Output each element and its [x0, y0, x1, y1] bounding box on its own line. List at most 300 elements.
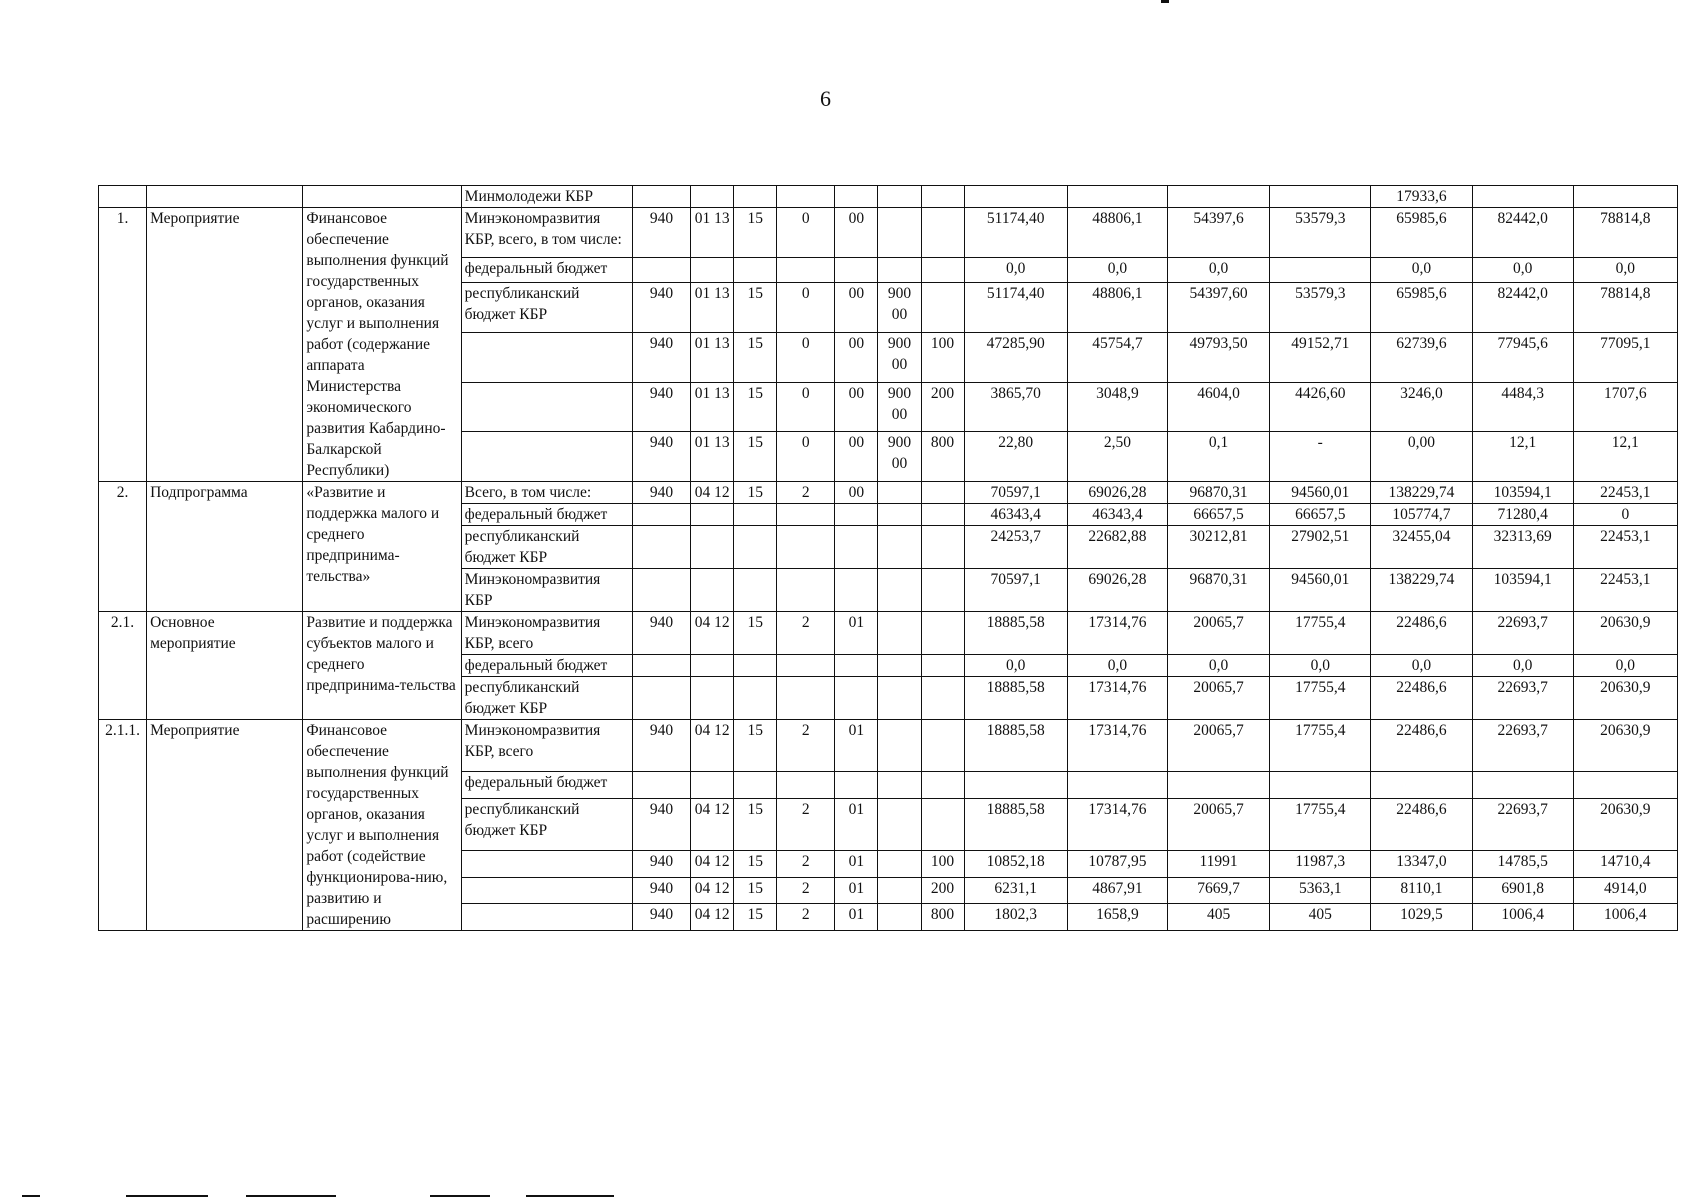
footer-line — [22, 1195, 40, 1197]
value-cell: 138229,74 — [1371, 569, 1472, 612]
subprogram-code — [777, 677, 835, 720]
value-cell: 49152,71 — [1270, 332, 1371, 382]
event-code — [835, 772, 878, 799]
expense-type-code — [921, 612, 964, 655]
value-cell: 17755,4 — [1270, 612, 1371, 655]
direction-code — [878, 257, 921, 282]
direction-code — [878, 208, 921, 258]
value-cell: 22682,88 — [1067, 526, 1167, 569]
grbs-code: 940 — [632, 482, 690, 504]
value-cell: 10852,18 — [964, 850, 1067, 877]
value-cell: 18885,58 — [964, 612, 1067, 655]
rzpr-code — [691, 677, 734, 720]
value-cell: 8110,1 — [1371, 877, 1472, 904]
event-code: 00 — [835, 283, 878, 333]
footer-line — [126, 1195, 208, 1197]
value-cell: 4484,3 — [1472, 382, 1573, 432]
direction-code: 900 00 — [878, 283, 921, 333]
value-cell: 22453,1 — [1573, 482, 1677, 504]
event-code: 01 — [835, 798, 878, 850]
program-code — [734, 569, 777, 612]
value-cell: 32313,69 — [1472, 526, 1573, 569]
value-cell: 18885,58 — [964, 677, 1067, 720]
funding-source: Минэкономразвития КБР, всего, в том числе: — [461, 208, 632, 258]
value-cell: 1707,6 — [1573, 382, 1677, 432]
value-cell: 54397,6 — [1167, 208, 1269, 258]
value-cell: 20065,7 — [1167, 720, 1269, 772]
rzpr-code: 01 13 — [691, 208, 734, 258]
value-cell: 17314,76 — [1067, 798, 1167, 850]
program-code: 15 — [734, 208, 777, 258]
value-cell — [964, 772, 1067, 799]
value-cell: 51174,40 — [964, 283, 1067, 333]
value-cell: 82442,0 — [1472, 283, 1573, 333]
expense-type-code — [921, 257, 964, 282]
value-cell: 0,0 — [1167, 655, 1269, 677]
expense-type-code — [921, 720, 964, 772]
expense-type-code — [921, 504, 964, 526]
program-code: 15 — [734, 482, 777, 504]
value-cell: 17933,6 — [1371, 186, 1472, 208]
funding-source: федеральный бюджет — [461, 257, 632, 282]
subprogram-code: 0 — [777, 208, 835, 258]
funding-source: республиканский бюджет КБР — [461, 677, 632, 720]
value-cell: 17755,4 — [1270, 720, 1371, 772]
value-cell: 11991 — [1167, 850, 1269, 877]
value-cell: 22693,7 — [1472, 798, 1573, 850]
expense-type-code — [921, 482, 964, 504]
expense-type-code: 800 — [921, 432, 964, 482]
table-row — [99, 208, 1678, 258]
value-cell: 70597,1 — [964, 569, 1067, 612]
program-code: 15 — [734, 432, 777, 482]
value-cell: 17755,4 — [1270, 798, 1371, 850]
value-cell: 77945,6 — [1472, 332, 1573, 382]
expense-type-code: 200 — [921, 877, 964, 904]
row-type: Мероприятие — [147, 720, 303, 931]
funding-source: республиканский бюджет КБР — [461, 526, 632, 569]
row-number: 2.1.1. — [99, 720, 147, 931]
grbs-code: 940 — [632, 382, 690, 432]
value-cell: 69026,28 — [1067, 482, 1167, 504]
value-cell: 48806,1 — [1067, 283, 1167, 333]
value-cell: 17314,76 — [1067, 677, 1167, 720]
subprogram-code: 2 — [777, 482, 835, 504]
value-cell: 1802,3 — [964, 904, 1067, 931]
value-cell: 4914,0 — [1573, 877, 1677, 904]
rzpr-code: 01 13 — [691, 332, 734, 382]
program-code: 15 — [734, 382, 777, 432]
row-name: Финансовое обеспечение выполнения функций государственных органов, оказания услуг и выполнения работ (содействие функционирова-нию, развитию и расширению — [303, 720, 461, 931]
value-cell: 103594,1 — [1472, 482, 1573, 504]
grbs-code — [632, 677, 690, 720]
grbs-code — [632, 257, 690, 282]
value-cell: 20065,7 — [1167, 677, 1269, 720]
value-cell: 70597,1 — [964, 482, 1067, 504]
subprogram-code: 2 — [777, 877, 835, 904]
rzpr-code: 04 12 — [691, 798, 734, 850]
rzpr-code — [691, 526, 734, 569]
value-cell: 0,0 — [964, 257, 1067, 282]
row-number: 2. — [99, 482, 147, 612]
rzpr-code — [691, 655, 734, 677]
value-cell: 78814,8 — [1573, 283, 1677, 333]
grbs-code — [632, 504, 690, 526]
direction-code — [878, 677, 921, 720]
value-cell: 0,0 — [1167, 257, 1269, 282]
subprogram-code: 2 — [777, 904, 835, 931]
value-cell: 1658,9 — [1067, 904, 1167, 931]
program-code: 15 — [734, 877, 777, 904]
row-type: Основное мероприятие — [147, 612, 303, 720]
value-cell: 22486,6 — [1371, 720, 1472, 772]
funding-source: республиканский бюджет КБР — [461, 798, 632, 850]
subprogram-code — [777, 257, 835, 282]
value-cell: 53579,3 — [1270, 208, 1371, 258]
grbs-code: 940 — [632, 720, 690, 772]
subprogram-code: 2 — [777, 720, 835, 772]
value-cell: 49793,50 — [1167, 332, 1269, 382]
value-cell: 20630,9 — [1573, 612, 1677, 655]
funding-source: Минэкономразвития КБР — [461, 569, 632, 612]
value-cell: 103594,1 — [1472, 569, 1573, 612]
funding-source — [461, 432, 632, 482]
value-cell: 45754,7 — [1067, 332, 1167, 382]
table-row — [99, 612, 1678, 655]
rzpr-code: 04 12 — [691, 850, 734, 877]
value-cell: 22453,1 — [1573, 569, 1677, 612]
rzpr-code — [691, 504, 734, 526]
event-code: 01 — [835, 612, 878, 655]
event-code — [835, 504, 878, 526]
program-code: 15 — [734, 720, 777, 772]
expense-type-code: 200 — [921, 382, 964, 432]
subprogram-code — [777, 772, 835, 799]
value-cell: 20630,9 — [1573, 677, 1677, 720]
event-code: 01 — [835, 877, 878, 904]
value-cell: 20065,7 — [1167, 612, 1269, 655]
direction-code — [878, 655, 921, 677]
grbs-code — [632, 526, 690, 569]
value-cell: 0,0 — [1371, 257, 1472, 282]
value-cell: 22486,6 — [1371, 677, 1472, 720]
value-cell: 405 — [1270, 904, 1371, 931]
value-cell: 54397,60 — [1167, 283, 1269, 333]
event-code — [835, 655, 878, 677]
event-code: 00 — [835, 432, 878, 482]
program-code — [734, 655, 777, 677]
value-cell: 22693,7 — [1472, 677, 1573, 720]
value-cell: 94560,01 — [1270, 482, 1371, 504]
expense-type-code — [921, 677, 964, 720]
grbs-code: 940 — [632, 208, 690, 258]
rzpr-code — [691, 257, 734, 282]
value-cell — [1167, 772, 1269, 799]
rzpr-code: 01 13 — [691, 283, 734, 333]
value-cell: 138229,74 — [1371, 482, 1472, 504]
funding-source: федеральный бюджет — [461, 504, 632, 526]
direction-code — [878, 772, 921, 799]
rzpr-code: 01 13 — [691, 432, 734, 482]
value-cell: 65985,6 — [1371, 208, 1472, 258]
value-cell: 0 — [1573, 504, 1677, 526]
value-cell — [1573, 772, 1677, 799]
value-cell: 4426,60 — [1270, 382, 1371, 432]
rzpr-code: 04 12 — [691, 720, 734, 772]
value-cell: 12,1 — [1472, 432, 1573, 482]
subprogram-code — [777, 504, 835, 526]
value-cell: 22693,7 — [1472, 720, 1573, 772]
funding-source — [461, 332, 632, 382]
value-cell: 4867,91 — [1067, 877, 1167, 904]
value-cell: 20630,9 — [1573, 720, 1677, 772]
rzpr-code: 04 12 — [691, 904, 734, 931]
value-cell: 77095,1 — [1573, 332, 1677, 382]
subprogram-code — [777, 569, 835, 612]
value-cell: 22693,7 — [1472, 612, 1573, 655]
subprogram-code: 0 — [777, 283, 835, 333]
direction-code — [878, 904, 921, 931]
value-cell: 5363,1 — [1270, 877, 1371, 904]
grbs-code: 940 — [632, 877, 690, 904]
funding-source: Всего, в том числе: — [461, 482, 632, 504]
funding-source: Минмолодежи КБР — [461, 186, 632, 208]
expense-type-code — [921, 655, 964, 677]
direction-code: 900 00 — [878, 382, 921, 432]
budget-table-body — [99, 186, 1678, 931]
expense-type-code — [921, 283, 964, 333]
direction-code — [878, 569, 921, 612]
funding-source — [461, 850, 632, 877]
funding-source: республиканский бюджет КБР — [461, 283, 632, 333]
rzpr-code: 01 13 — [691, 382, 734, 432]
program-code: 15 — [734, 612, 777, 655]
value-cell: 6231,1 — [964, 877, 1067, 904]
value-cell: 1029,5 — [1371, 904, 1472, 931]
row-name: «Развитие и поддержка малого и среднего предпринима-тельства» — [303, 482, 461, 612]
program-code: 15 — [734, 850, 777, 877]
value-cell: 0,0 — [1270, 655, 1371, 677]
value-cell: 22486,6 — [1371, 612, 1472, 655]
value-cell — [1270, 772, 1371, 799]
direction-code — [878, 720, 921, 772]
value-cell: 24253,7 — [964, 526, 1067, 569]
value-cell: 10787,95 — [1067, 850, 1167, 877]
subprogram-code: 2 — [777, 612, 835, 655]
value-cell: 32455,04 — [1371, 526, 1472, 569]
funding-source — [461, 904, 632, 931]
value-cell: 82442,0 — [1472, 208, 1573, 258]
program-code — [734, 526, 777, 569]
table-row — [99, 482, 1678, 504]
expense-type-code — [921, 526, 964, 569]
value-cell: 18885,58 — [964, 798, 1067, 850]
rzpr-code: 04 12 — [691, 877, 734, 904]
funding-source: федеральный бюджет — [461, 655, 632, 677]
event-code: 00 — [835, 208, 878, 258]
footer-line — [526, 1195, 614, 1197]
rzpr-code: 04 12 — [691, 482, 734, 504]
row-name: Развитие и поддержка субъектов малого и среднего предпринима-тельства — [303, 612, 461, 720]
grbs-code — [632, 772, 690, 799]
value-cell: 22453,1 — [1573, 526, 1677, 569]
grbs-code: 940 — [632, 432, 690, 482]
event-code: 01 — [835, 720, 878, 772]
value-cell: 4604,0 — [1167, 382, 1269, 432]
expense-type-code — [921, 798, 964, 850]
value-cell: 14785,5 — [1472, 850, 1573, 877]
table-row — [99, 720, 1678, 772]
value-cell — [1270, 257, 1371, 282]
direction-code — [878, 612, 921, 655]
direction-code — [878, 798, 921, 850]
grbs-code: 940 — [632, 850, 690, 877]
grbs-code — [632, 569, 690, 612]
value-cell: 62739,6 — [1371, 332, 1472, 382]
budget-table — [98, 185, 1678, 931]
value-cell — [1472, 772, 1573, 799]
expense-type-code: 100 — [921, 332, 964, 382]
value-cell: 69026,28 — [1067, 569, 1167, 612]
row-number: 2.1. — [99, 612, 147, 720]
value-cell: 51174,40 — [964, 208, 1067, 258]
direction-code — [878, 877, 921, 904]
event-code — [835, 526, 878, 569]
event-code — [835, 257, 878, 282]
value-cell — [1371, 772, 1472, 799]
subprogram-code: 2 — [777, 850, 835, 877]
program-code: 15 — [734, 332, 777, 382]
event-code — [835, 569, 878, 612]
value-cell: 3246,0 — [1371, 382, 1472, 432]
value-cell: 71280,4 — [1472, 504, 1573, 526]
value-cell: 48806,1 — [1067, 208, 1167, 258]
value-cell: - — [1270, 432, 1371, 482]
value-cell: 0,1 — [1167, 432, 1269, 482]
page-number: 6 — [820, 86, 831, 111]
subprogram-code — [777, 526, 835, 569]
direction-code — [878, 482, 921, 504]
value-cell: 46343,4 — [964, 504, 1067, 526]
table-row — [99, 186, 1678, 208]
grbs-code: 940 — [632, 283, 690, 333]
expense-type-code — [921, 772, 964, 799]
expense-type-code: 800 — [921, 904, 964, 931]
value-cell: 65985,6 — [1371, 283, 1472, 333]
grbs-code: 940 — [632, 612, 690, 655]
subprogram-code — [777, 655, 835, 677]
direction-code — [878, 526, 921, 569]
subprogram-code: 0 — [777, 432, 835, 482]
value-cell: 1006,4 — [1472, 904, 1573, 931]
value-cell: 0,00 — [1371, 432, 1472, 482]
footer-line — [246, 1195, 336, 1197]
value-cell: 96870,31 — [1167, 482, 1269, 504]
value-cell: 0,0 — [1067, 655, 1167, 677]
program-code: 15 — [734, 283, 777, 333]
program-code — [734, 257, 777, 282]
value-cell: 405 — [1167, 904, 1269, 931]
program-code — [734, 772, 777, 799]
value-cell: 3048,9 — [1067, 382, 1167, 432]
value-cell: 94560,01 — [1270, 569, 1371, 612]
row-type: Мероприятие — [147, 208, 303, 482]
value-cell: 2,50 — [1067, 432, 1167, 482]
grbs-code: 940 — [632, 332, 690, 382]
value-cell: 20065,7 — [1167, 798, 1269, 850]
value-cell — [1067, 772, 1167, 799]
event-code — [835, 677, 878, 720]
value-cell: 22486,6 — [1371, 798, 1472, 850]
value-cell: 11987,3 — [1270, 850, 1371, 877]
value-cell: 27902,51 — [1270, 526, 1371, 569]
direction-code — [878, 504, 921, 526]
value-cell: 17314,76 — [1067, 720, 1167, 772]
value-cell: 53579,3 — [1270, 283, 1371, 333]
value-cell: 0,0 — [1573, 655, 1677, 677]
value-cell: 0,0 — [1472, 257, 1573, 282]
row-number: 1. — [99, 208, 147, 482]
value-cell: 0,0 — [1472, 655, 1573, 677]
event-code: 01 — [835, 850, 878, 877]
value-cell: 22,80 — [964, 432, 1067, 482]
value-cell: 30212,81 — [1167, 526, 1269, 569]
value-cell: 14710,4 — [1573, 850, 1677, 877]
value-cell: 0,0 — [964, 655, 1067, 677]
program-code: 15 — [734, 904, 777, 931]
value-cell: 78814,8 — [1573, 208, 1677, 258]
event-code: 01 — [835, 904, 878, 931]
funding-source — [461, 382, 632, 432]
value-cell: 12,1 — [1573, 432, 1677, 482]
grbs-code — [632, 655, 690, 677]
grbs-code: 940 — [632, 798, 690, 850]
direction-code: 900 00 — [878, 432, 921, 482]
grbs-code: 940 — [632, 904, 690, 931]
value-cell: 66657,5 — [1167, 504, 1269, 526]
subprogram-code: 0 — [777, 332, 835, 382]
value-cell: 20630,9 — [1573, 798, 1677, 850]
value-cell: 7669,7 — [1167, 877, 1269, 904]
value-cell: 105774,7 — [1371, 504, 1472, 526]
program-code — [734, 677, 777, 720]
event-code: 00 — [835, 382, 878, 432]
funding-source: федеральный бюджет — [461, 772, 632, 799]
subprogram-code: 2 — [777, 798, 835, 850]
row-name: Финансовое обеспечение выполнения функций государственных органов, оказания услуг и выполнения работ (содержание аппарата Министерства экономического развития Кабардино-Балкарской Республики) — [303, 208, 461, 482]
direction-code — [878, 850, 921, 877]
value-cell: 1006,4 — [1573, 904, 1677, 931]
rzpr-code — [691, 569, 734, 612]
value-cell: 0,0 — [1067, 257, 1167, 282]
event-code: 00 — [835, 332, 878, 382]
funding-source: Минэкономразвития КБР, всего — [461, 612, 632, 655]
subprogram-code: 0 — [777, 382, 835, 432]
rzpr-code: 04 12 — [691, 612, 734, 655]
expense-type-code — [921, 208, 964, 258]
value-cell: 17755,4 — [1270, 677, 1371, 720]
value-cell: 18885,58 — [964, 720, 1067, 772]
rzpr-code — [691, 772, 734, 799]
direction-code: 900 00 — [878, 332, 921, 382]
value-cell: 0,0 — [1371, 655, 1472, 677]
expense-type-code: 100 — [921, 850, 964, 877]
value-cell: 96870,31 — [1167, 569, 1269, 612]
scan-mark — [1161, 0, 1169, 3]
value-cell: 46343,4 — [1067, 504, 1167, 526]
funding-source — [461, 877, 632, 904]
value-cell: 6901,8 — [1472, 877, 1573, 904]
